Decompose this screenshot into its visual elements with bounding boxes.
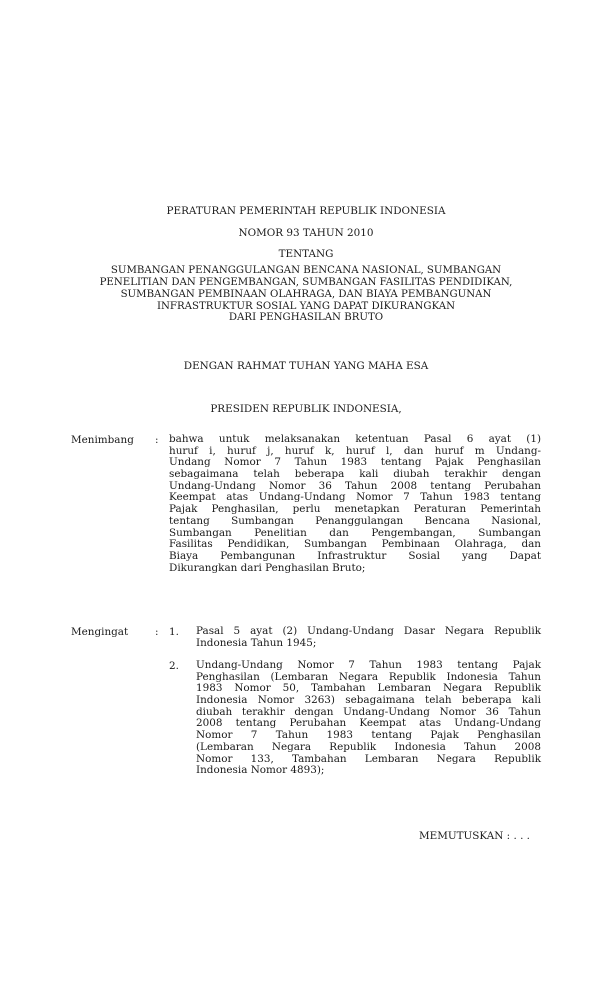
regulation-title: PERATURAN PEMERINTAH REPUBLIK INDONESIA	[166, 205, 446, 217]
paragraph-line: Penghasilan (Lembaran Negara Republik Indonesia Tahun	[196, 670, 541, 683]
mengingat-item-1	[196, 626, 541, 649]
about-label: TENTANG	[278, 248, 334, 260]
paragraph-line: Keempat atas Undang-Undang Nomor 7 Tahun 1983 tentang	[169, 491, 541, 504]
paragraph-line: Indonesia Nomor 4893);	[196, 764, 325, 777]
regulation-number: NOMOR 93 TAHUN 2010	[238, 227, 374, 239]
paragraph-line: Dikurangkan dari Penghasilan Bruto;	[169, 561, 366, 574]
invocation: DENGAN RAHMAT TUHAN YANG MAHA ESA	[183, 360, 429, 372]
paragraph-line: Fasilitas Pendidikan, Sumbangan Pembinaan Olahraga, dan	[169, 538, 541, 551]
paragraph-line: Nomor 133, Tambahan Lembaran Negara Republik	[196, 752, 541, 765]
menimbang-label: Menimbang	[71, 434, 134, 446]
paragraph-line: Sumbangan Penelitian dan Pengembangan, Sumbangan	[169, 526, 541, 539]
paragraph-line: tentang Sumbangan Penanggulangan Bencana Nasional,	[169, 514, 541, 527]
paragraph-line: bahwa untuk melaksanakan ketentuan Pasal 6 ayat (1)	[169, 433, 541, 445]
menimbang-colon: :	[155, 434, 159, 446]
mengingat-colon: :	[155, 626, 159, 638]
paragraph-line: sebagaimana telah beberapa kali diubah terakhir dengan	[169, 468, 541, 481]
subject-line: INFRASTRUKTUR SOSIAL YANG DAPAT DIKURANGKAN	[156, 301, 456, 312]
paragraph-line: 1983 Nomor 50, Tambahan Lembaran Negara Republik	[196, 682, 541, 695]
mengingat-label: Mengingat	[71, 626, 129, 638]
paragraph-line: Undang-Undang Nomor 36 Tahun 2008 tentang Perubahan	[169, 479, 541, 492]
item-number: 2.	[169, 660, 179, 672]
paragraph-line: 2008 tentang Perubahan Keempat atas Undang-Undang	[196, 717, 541, 730]
paragraph-line: Undang-Undang Nomor 7 Tahun 1983 tentang Pajak	[196, 659, 541, 671]
paragraph-line: Indonesia Tahun 1945;	[196, 636, 317, 649]
paragraph-line: diubah terakhir dengan Undang-Undang Nomor 36 Tahun	[196, 705, 541, 718]
subject-line: PENELITIAN DAN PENGEMBANGAN, SUMBANGAN FASILITAS PENDIDIKAN,	[99, 277, 513, 288]
menimbang-paragraph	[169, 434, 541, 574]
item-number: 1.	[169, 626, 179, 638]
continuation-marker: MEMUTUSKAN : . . .	[419, 830, 530, 842]
paragraph-line: Nomor 7 Tahun 1983 tentang Pajak Penghasilan	[196, 729, 541, 742]
paragraph-line: Pasal 5 ayat (2) Undang-Undang Dasar Negara Republik	[196, 625, 541, 637]
paragraph-line: Biaya Pembangunan Infrastruktur Sosial yang Dapat	[169, 549, 541, 562]
paragraph-line: Undang Nomor 7 Tahun 1983 tentang Pajak Penghasilan	[169, 456, 541, 469]
subject-line: DARI PENGHASILAN BRUTO	[228, 312, 384, 323]
paragraph-line: Indonesia Nomor 3263) sebagaimana telah beberapa kali	[196, 694, 541, 707]
subject-line: SUMBANGAN PEMBINAAN OLAHRAGA, DAN BIAYA PEMBANGUNAN	[120, 289, 492, 300]
paragraph-line: (Lembaran Negara Republik Indonesia Tahun 2008	[196, 740, 541, 753]
subject-line: SUMBANGAN PENANGGULANGAN BENCANA NASIONAL, SUMBANGAN	[110, 265, 502, 276]
mengingat-item-2	[196, 660, 541, 777]
paragraph-line: Pajak Penghasilan, perlu menetapkan Peraturan Pemerintah	[169, 503, 541, 516]
authority: PRESIDEN REPUBLIK INDONESIA,	[210, 403, 402, 415]
paragraph-line: huruf i, huruf j, huruf k, huruf l, dan huruf m Undang-	[169, 444, 541, 457]
